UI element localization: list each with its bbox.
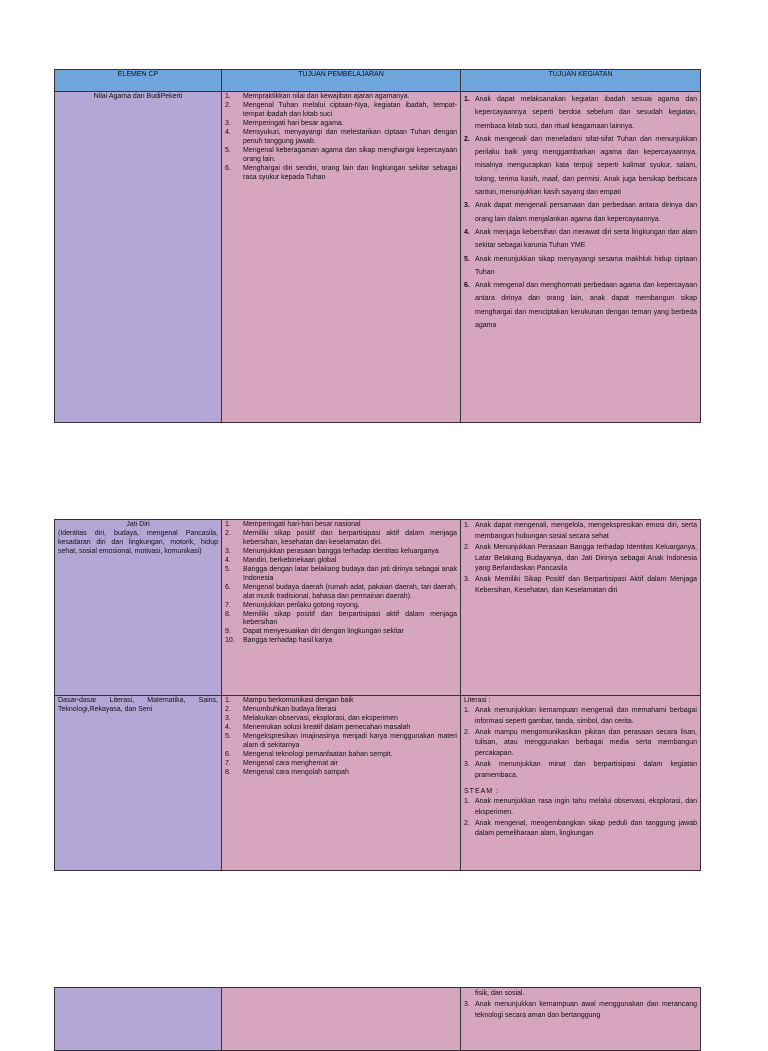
item-number: 1. xyxy=(464,797,470,805)
table-continued xyxy=(54,987,701,1051)
list-item xyxy=(464,253,697,280)
list-item xyxy=(225,760,457,769)
elemen-cell: Dasar-dasar Literasi, Matematika, Sains, Teknologi,Rekayasa, dan Seni xyxy=(55,696,222,871)
item-number: 1. xyxy=(464,706,470,714)
list-item xyxy=(464,728,697,761)
list-item xyxy=(464,797,697,819)
list-item xyxy=(225,557,457,566)
item-text: Mandiri, berkebinekaan global xyxy=(243,556,337,564)
item-number: 8. xyxy=(225,768,231,776)
item-text: Memperingati hari besar agama. xyxy=(243,119,344,127)
item-text: Menunjukkan perasaan bangga terhadap identitas keluarganya xyxy=(243,547,439,555)
tujuan-pembelajaran-cell xyxy=(222,988,461,1051)
list-item xyxy=(225,566,457,584)
tujuan-pembelajaran-list xyxy=(225,521,457,646)
list-item xyxy=(225,628,457,637)
item-text: Menunjukkan perilaku gotong royong. xyxy=(243,601,360,609)
list-item xyxy=(225,611,457,629)
item-number: 3. xyxy=(464,202,470,210)
list-item xyxy=(464,543,697,576)
item-text: Anak mengenali dan meneladani sifat-sifat Tuhan dan menunjukkan perilaku baik yang menggambarkan agama dan kepercayaannya, misalnya mengucapkan kata terpuji seperti kalimat syukur, salam, tolong, terima kasih, maaf, dan permisi. Anak juga bersikap berbicara santun, menunjukkan kasih sayang dan empati xyxy=(475,135,697,197)
table-row xyxy=(55,696,701,871)
item-number: 1. xyxy=(464,96,470,103)
list-item xyxy=(464,989,697,1000)
tujuan-kegiatan-cell xyxy=(461,520,701,696)
list-item xyxy=(225,706,457,715)
item-text: Anak menunjukkan kemampuan mengenali dan memahami berbagai informasi seperti gambar, tanda, simbol, dan cerita. xyxy=(475,706,697,725)
list-item xyxy=(464,819,697,841)
item-text: Mengenal cara mengolah sampah xyxy=(243,768,349,776)
item-number: 2. xyxy=(225,101,231,109)
item-number: 2. xyxy=(464,728,470,736)
elemen-title: Jati Diri xyxy=(126,521,150,528)
item-number: 7. xyxy=(225,601,231,609)
item-number: 10. xyxy=(225,637,235,645)
item-text: Anak Menunjukkan Perasaan Bangga terhadap Identitas Keluarganya, Latar Belakang Budayanya, dan Jati Dirinya sebagai Anak Indonesia yang Berlandaskan Pancasila xyxy=(475,543,697,573)
list-item xyxy=(225,697,457,706)
item-number: 3. xyxy=(464,761,470,769)
header-elemen-cp: ELEMEN CP xyxy=(55,70,222,92)
item-text: Anak menunjukkan minat dan berpartisipasi dalam kegiatan pramembaca. xyxy=(475,761,697,780)
elemen-description: (Identitas diri, budaya, mengenal Pancasila, kesadaran diri dan lingkungan, motorik, hidup sehat, sosial emosional, motivasi, komunikasi) xyxy=(58,529,218,555)
item-text: Menghargai diri sendiri, orang lain dan lingkungan sekitar sebagai rasa syukur kepada Tuhan xyxy=(243,164,457,181)
item-number: 6. xyxy=(225,164,231,172)
header-row xyxy=(55,70,701,92)
item-number: 4. xyxy=(464,228,470,236)
list-item xyxy=(225,548,457,557)
list-item xyxy=(225,530,457,548)
item-text: Anak mengenal dan menghormati perbedaan agama dan kepercayaan antara dirinya dan orang lain, anak dapat membangun sikap menghargai dan menciptakan kerukunan dengan teman yang berbeda agama xyxy=(475,282,697,330)
item-number: 5. xyxy=(464,255,470,263)
tujuan-kegiatan-list xyxy=(464,93,697,332)
list-item xyxy=(464,279,697,332)
tujuan-kegiatan-cell xyxy=(461,92,701,423)
item-text: Memperingati hari-hari besar nasional xyxy=(243,521,361,528)
table-row xyxy=(55,520,701,696)
item-number: 3. xyxy=(464,576,470,584)
item-number: 3. xyxy=(225,714,231,722)
tujuan-pembelajaran-cell xyxy=(222,696,461,871)
tujuan-pembelajaran-list xyxy=(225,93,457,183)
item-number: 6. xyxy=(225,750,231,758)
item-text: Mampu berkomunikasi dengan baik xyxy=(243,697,354,704)
item-number: 5. xyxy=(225,565,231,573)
table-jati-diri xyxy=(54,519,701,871)
literasi-label: Literasi : xyxy=(464,697,491,704)
item-text: Menumbuhkan budaya literasi xyxy=(243,705,337,713)
item-text: Mengenal budaya daerah (rumah adat, pakaian daerah, tari daerah, alat musik tradisional, bahasa dan permainan daerah). xyxy=(243,583,457,600)
elemen-cell: Nilai Agama dan BudiPekerti xyxy=(55,92,222,423)
item-text: Anak dapat mengenali persamaan dan perbedaan antara dirinya dan orang lain dalam menjalankan agama dan kepercayaannya. xyxy=(475,202,697,223)
steam-list xyxy=(464,797,697,840)
list-item xyxy=(464,521,697,543)
item-text: Menemukan solusi kreatif dalam pemecahan masalah xyxy=(243,723,411,731)
item-text: Mempraktikkan nilai dan kewajiban ajaran agamanya. xyxy=(243,93,410,100)
list-item xyxy=(464,199,697,226)
header-tujuan-kegiatan: TUJUAN KEGIATAN xyxy=(461,70,701,92)
list-item xyxy=(464,1000,697,1022)
item-text: Memiliki sikap positif dan berpartisipasi aktif dalam menjaga kebersihan, kesehatan dan keselamatan diri. xyxy=(243,529,457,546)
item-text: fisik, dan sosial. xyxy=(475,990,525,997)
continued-list xyxy=(464,989,697,1022)
item-text: Bangga dengan latar belakang budaya dan jati dirinya sebagai anak Indonesia xyxy=(243,565,457,582)
item-number: 7. xyxy=(225,759,231,767)
tujuan-kegiatan-cell xyxy=(461,988,701,1051)
tujuan-pembelajaran-cell xyxy=(222,92,461,423)
item-number: 2. xyxy=(464,819,470,827)
item-text: Memiliki sikap positif dan berpartisipasi aktif dalam menjaga kebersihan xyxy=(243,610,457,627)
item-number: 5. xyxy=(225,146,231,154)
item-text: Anak dapat melaksanakan kegiatan ibadah sesuai agama dan kepercayaannya seperti berdoa sebelum dan sesudah kegiatan, membaca kitab suci, dan ritual keagamaan lainnya. xyxy=(475,96,697,130)
list-item xyxy=(225,120,457,129)
tujuan-pembelajaran-list xyxy=(225,697,457,778)
list-item xyxy=(225,102,457,120)
tujuan-kegiatan-list xyxy=(464,521,697,597)
item-number: 1. xyxy=(225,697,231,704)
tujuan-pembelajaran-cell xyxy=(222,520,461,696)
list-item xyxy=(464,575,697,597)
list-item xyxy=(225,602,457,611)
item-text: Mensyukuri, menyayangi dan melestarikan ciptaan Tuhan dengan penuh tanggung jawab. xyxy=(243,128,457,145)
elemen-cell xyxy=(55,988,222,1051)
list-item xyxy=(464,226,697,253)
table-agama xyxy=(54,69,701,423)
item-number: 9. xyxy=(225,628,231,636)
list-item xyxy=(464,93,697,133)
item-number: 8. xyxy=(225,610,231,618)
item-text: Anak Memiliki Sikap Positif dan Berpartisipasi Aktif dalam Menjaga Kebersihan, Kesehatan, dan Keselamatan diri xyxy=(475,576,697,595)
item-number: 6. xyxy=(464,282,470,290)
item-text: Anak menunjukkan kemampuan awal menggunakan dan merancang teknologi secara aman dan bertanggung xyxy=(475,1000,697,1019)
item-number: 3. xyxy=(464,1000,470,1008)
list-item xyxy=(225,165,457,183)
item-number xyxy=(464,989,475,1000)
item-text: Bangga terhadap hasil karya xyxy=(243,637,333,645)
list-item xyxy=(464,133,697,199)
item-number: 1. xyxy=(464,522,470,529)
item-number: 5. xyxy=(225,732,231,740)
elemen-cell xyxy=(55,520,222,696)
item-number: 4. xyxy=(225,723,231,731)
item-text: Melakukan observasi, eksplorasi, dan eksperimen xyxy=(243,714,398,722)
item-text: Anak menunjukkan rasa ingin tahu melalui observasi, eksplorasi, dan eksperimen. xyxy=(475,797,697,816)
item-text: Anak menunjukkan sikap menyayangi sesama makhluk hidup ciptaan Tuhan xyxy=(475,255,697,276)
item-number: 3. xyxy=(225,547,231,555)
item-number: 2. xyxy=(225,529,231,537)
item-number: 4. xyxy=(225,128,231,136)
literasi-list xyxy=(464,706,697,782)
item-text: Mengenal teknologi pemanfaatan bahan sempit. xyxy=(243,750,393,758)
list-item xyxy=(225,724,457,733)
list-item xyxy=(464,706,697,728)
item-number: 3. xyxy=(225,119,231,127)
steam-label: STEAM : xyxy=(464,787,500,795)
item-text: Mengekspresikan imajinasinya menjadi karya menggunakan materi alam di sekitarnya xyxy=(243,732,457,749)
list-item xyxy=(464,760,697,782)
list-item xyxy=(225,584,457,602)
list-item xyxy=(225,147,457,165)
item-number: 4. xyxy=(225,556,231,564)
item-number: 2. xyxy=(225,705,231,713)
item-text: Anak mampu mengomunikasikan pikiran dan perasaan secara lisan, tulisan, atau menggunakan berbagai media serta membangun percakapan. xyxy=(475,728,697,758)
table-row xyxy=(55,988,701,1051)
item-text: Anak mengenal, mengembangkan sikap peduli dan tanggung jawab dalam pemeliharaan alam, lingkungan xyxy=(475,819,697,838)
item-text: Mengenal Tuhan melalui ciptaan-Nya, kegiatan ibadah, tempat-tempat ibadah dan kitab suci xyxy=(243,101,457,118)
item-text: Anak dapat mengenali, mengelola, mengekspresikan emosi diri, serta membangun hubungan sosial secara sehat xyxy=(475,522,697,540)
list-item xyxy=(225,521,457,530)
list-item xyxy=(225,93,457,102)
item-number: 2. xyxy=(464,543,470,551)
item-text: Mengenal cara menghemat air xyxy=(243,759,338,767)
item-number: 1. xyxy=(225,93,231,100)
tujuan-kegiatan-cell xyxy=(461,696,701,871)
list-item xyxy=(225,129,457,147)
list-item xyxy=(225,769,457,778)
list-item xyxy=(225,733,457,751)
table-row xyxy=(55,92,701,423)
list-item xyxy=(225,751,457,760)
item-number: 2. xyxy=(464,135,470,143)
item-number: 1. xyxy=(225,521,231,528)
header-tujuan-pembelajaran: TUJUAN PEMBELAJARAN xyxy=(222,70,461,92)
item-number: 6. xyxy=(225,583,231,591)
list-item xyxy=(225,715,457,724)
item-text: Mengenal keberagaman agama dan sikap menghargai kepercayaan orang lain. xyxy=(243,146,457,163)
item-text: Anak menjaga kebersihan dan merawat diri serta lingkungan dan alam sekitar sebagai karunia Tuhan YME xyxy=(475,228,697,250)
list-item xyxy=(225,637,457,646)
item-text: Dapat menyesuaikan diri dengan lingkungan sekitar xyxy=(243,628,404,636)
